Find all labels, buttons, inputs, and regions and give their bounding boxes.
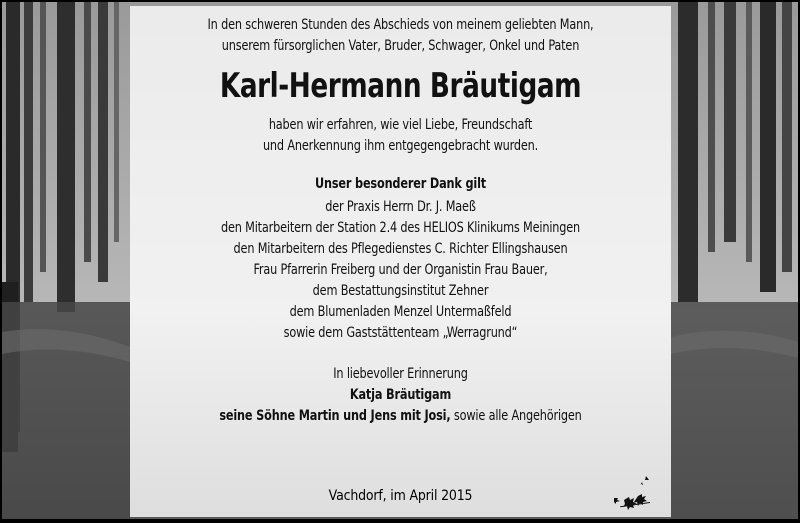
memory-line: In liebevoller Erinnerung (333, 365, 468, 382)
intro-line-1: In den schweren Stunden des Abschieds von meinem geliebten Mann, (207, 16, 594, 33)
message-line-2: und Anerkennung ihm entgegengebracht wurden. (262, 137, 539, 154)
thanks-item: dem Bestattungsinstitut Zehner (312, 282, 489, 299)
intro-line-2: unserem fürsorglichen Vater, Bruder, Schwager, Onkel und Paten (221, 37, 580, 54)
thanks-item: den Mitarbeitern der Station 2.4 des HELIOS Klinikums Meiningen (220, 219, 581, 236)
obituary-card (2, 2, 798, 519)
widow-name: Katja Bräutigam (349, 386, 452, 403)
thanks-item: Frau Pfarrerin Freiberg und der Organistin Frau Bauer, (253, 261, 548, 278)
sons-names: seine Söhne Martin und Jens mit Josi, (219, 407, 451, 424)
thanks-item: der Praxis Herrn Dr. J. Maeß (325, 198, 476, 215)
family-line (168, 405, 633, 426)
place-date-wrap (130, 485, 671, 506)
thanks-item: sowie dem Gaststättenteam „Werragrund“ (283, 324, 518, 341)
leaves-icon (612, 474, 660, 510)
thanks-item: dem Blumenladen Menzel Untermaßfeld (289, 303, 512, 320)
deceased-name: Karl-Hermann Bräutigam (219, 66, 582, 106)
thanks-item: den Mitarbeitern des Pflegedienstes C. Richter Ellingshausen (233, 240, 568, 257)
message-line-1: haben wir erfahren, wie viel Liebe, Freundschaft (268, 116, 533, 133)
obituary-text (130, 6, 671, 426)
thanks-heading: Unser besonderer Dank gilt (314, 175, 487, 192)
others-line: sowie alle Angehörigen (450, 407, 582, 424)
place-date: Vachdorf, im April 2015 (328, 487, 473, 504)
